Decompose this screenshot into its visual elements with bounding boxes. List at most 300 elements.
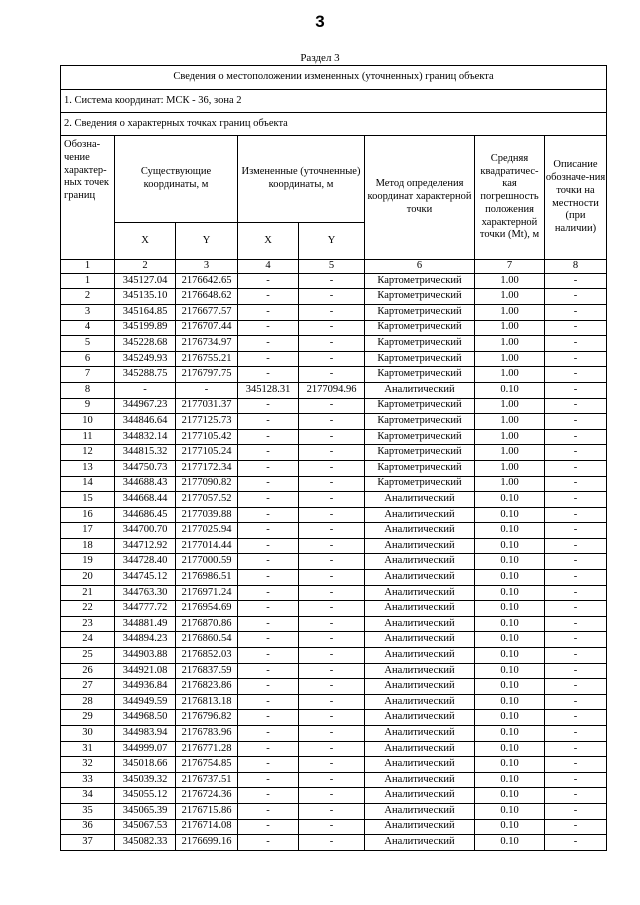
- cell-point-id: 6: [61, 351, 115, 367]
- cell-existing-x: 345065.39: [115, 803, 176, 819]
- table-row: [61, 367, 607, 383]
- table-row: [61, 616, 607, 632]
- cell-method: Картометрический: [365, 320, 475, 336]
- header-point-designation: Обозна-чение характер-ных точек границ: [61, 136, 115, 260]
- cell-changed-y: -: [299, 289, 365, 305]
- cell-existing-x: 344728.40: [115, 554, 176, 570]
- cell-description: -: [545, 772, 607, 788]
- cell-description: -: [545, 382, 607, 398]
- cell-existing-x: 344686.45: [115, 507, 176, 523]
- cell-point-id: 34: [61, 788, 115, 804]
- cell-method: Картометрический: [365, 273, 475, 289]
- cell-existing-x: 344921.08: [115, 663, 176, 679]
- cell-existing-x: 344983.94: [115, 726, 176, 742]
- cell-changed-y: -: [299, 336, 365, 352]
- cell-changed-x: -: [238, 414, 299, 430]
- header-changed-coords: Измененные (уточненные) координаты, м: [238, 136, 365, 223]
- cell-existing-y: 2176860.54: [176, 632, 238, 648]
- cell-method: Аналитический: [365, 632, 475, 648]
- cell-changed-y: -: [299, 367, 365, 383]
- cell-existing-x: 345249.93: [115, 351, 176, 367]
- cell-existing-y: 2177057.52: [176, 492, 238, 508]
- cell-accuracy: 1.00: [475, 460, 545, 476]
- cell-existing-x: 345082.33: [115, 835, 176, 851]
- cell-existing-x: 345127.04: [115, 273, 176, 289]
- cell-point-id: 35: [61, 803, 115, 819]
- cell-existing-y: 2176707.44: [176, 320, 238, 336]
- cell-accuracy: 1.00: [475, 445, 545, 461]
- cell-changed-x: -: [238, 538, 299, 554]
- cell-existing-y: 2176648.62: [176, 289, 238, 305]
- cell-existing-y: 2176813.18: [176, 694, 238, 710]
- cell-method: Аналитический: [365, 554, 475, 570]
- cell-existing-x: 344999.07: [115, 741, 176, 757]
- cell-existing-x: 344745.12: [115, 570, 176, 586]
- cell-existing-y: 2176837.59: [176, 663, 238, 679]
- cell-existing-x: 345164.85: [115, 304, 176, 320]
- cell-changed-x: -: [238, 679, 299, 695]
- cell-changed-x: -: [238, 351, 299, 367]
- cell-changed-y: -: [299, 835, 365, 851]
- cell-accuracy: 0.10: [475, 585, 545, 601]
- cell-existing-y: 2177014.44: [176, 538, 238, 554]
- cell-existing-x: 345135.10: [115, 289, 176, 305]
- cell-existing-x: 344777.72: [115, 601, 176, 617]
- cell-description: -: [545, 601, 607, 617]
- cell-existing-y: 2176699.16: [176, 835, 238, 851]
- cell-accuracy: 0.10: [475, 694, 545, 710]
- cell-accuracy: 0.10: [475, 648, 545, 664]
- cell-point-id: 19: [61, 554, 115, 570]
- cell-existing-y: 2176754.85: [176, 757, 238, 773]
- cell-changed-x: -: [238, 585, 299, 601]
- cell-changed-x: -: [238, 648, 299, 664]
- cell-description: -: [545, 694, 607, 710]
- cell-changed-y: -: [299, 460, 365, 476]
- cell-description: -: [545, 304, 607, 320]
- cell-changed-x: -: [238, 273, 299, 289]
- cell-changed-y: -: [299, 788, 365, 804]
- cell-existing-x: 344750.73: [115, 460, 176, 476]
- table-row: [61, 710, 607, 726]
- cell-description: -: [545, 803, 607, 819]
- cell-description: -: [545, 320, 607, 336]
- cell-accuracy: 0.10: [475, 819, 545, 835]
- section-title: Раздел 3: [300, 52, 340, 64]
- cell-changed-x: -: [238, 601, 299, 617]
- cell-changed-x: -: [238, 367, 299, 383]
- cell-method: Аналитический: [365, 616, 475, 632]
- column-number: 6: [365, 260, 475, 274]
- cell-accuracy: 1.00: [475, 351, 545, 367]
- cell-accuracy: 0.10: [475, 679, 545, 695]
- cell-changed-y: -: [299, 523, 365, 539]
- table-row: [61, 632, 607, 648]
- cell-description: -: [545, 507, 607, 523]
- cell-existing-y: 2177025.94: [176, 523, 238, 539]
- cell-existing-y: 2176954.69: [176, 601, 238, 617]
- cell-description: -: [545, 741, 607, 757]
- cell-accuracy: 1.00: [475, 476, 545, 492]
- cell-method: Картометрический: [365, 476, 475, 492]
- cell-changed-x: 345128.31: [238, 382, 299, 398]
- cell-changed-x: -: [238, 710, 299, 726]
- column-number: 8: [545, 260, 607, 274]
- cell-accuracy: 0.10: [475, 710, 545, 726]
- cell-method: Аналитический: [365, 741, 475, 757]
- cell-existing-y: 2177172.34: [176, 460, 238, 476]
- table-row: [61, 507, 607, 523]
- table-row: [61, 414, 607, 430]
- cell-changed-y: -: [299, 554, 365, 570]
- cell-description: -: [545, 570, 607, 586]
- cell-existing-x: 344967.23: [115, 398, 176, 414]
- table-row: [61, 835, 607, 851]
- cell-point-id: 17: [61, 523, 115, 539]
- cell-description: -: [545, 398, 607, 414]
- cell-accuracy: 1.00: [475, 398, 545, 414]
- cell-changed-x: -: [238, 772, 299, 788]
- cell-description: -: [545, 726, 607, 742]
- cell-method: Аналитический: [365, 570, 475, 586]
- cell-accuracy: 0.10: [475, 601, 545, 617]
- cell-description: -: [545, 788, 607, 804]
- cell-point-id: 1: [61, 273, 115, 289]
- cell-existing-y: 2177105.42: [176, 429, 238, 445]
- cell-description: -: [545, 616, 607, 632]
- cell-existing-x: 344846.64: [115, 414, 176, 430]
- table-row: [61, 382, 607, 398]
- coordinate-system: 1. Система координат: МСК - 36, зона 2: [61, 90, 607, 113]
- cell-existing-x: 344712.92: [115, 538, 176, 554]
- cell-existing-y: 2176783.96: [176, 726, 238, 742]
- cell-point-id: 2: [61, 289, 115, 305]
- cell-accuracy: 0.10: [475, 507, 545, 523]
- cell-point-id: 3: [61, 304, 115, 320]
- cell-method: Аналитический: [365, 538, 475, 554]
- table-row: [61, 819, 607, 835]
- cell-description: -: [545, 414, 607, 430]
- cell-accuracy: 1.00: [475, 367, 545, 383]
- table-title: Сведения о местоположении измененных (уточненных) границ объекта: [61, 66, 607, 90]
- cell-method: Картометрический: [365, 429, 475, 445]
- cell-method: Аналитический: [365, 585, 475, 601]
- cell-changed-y: -: [299, 601, 365, 617]
- cell-changed-y: -: [299, 632, 365, 648]
- header-description: Описание обозначе-ния точки на местности (при наличии): [545, 136, 607, 260]
- cell-point-id: 37: [61, 835, 115, 851]
- cell-description: -: [545, 351, 607, 367]
- cell-changed-x: -: [238, 320, 299, 336]
- table-row: [61, 445, 607, 461]
- cell-method: Аналитический: [365, 710, 475, 726]
- column-number: 1: [61, 260, 115, 274]
- cell-existing-x: 344903.88: [115, 648, 176, 664]
- cell-changed-x: -: [238, 803, 299, 819]
- cell-description: -: [545, 429, 607, 445]
- cell-point-id: 30: [61, 726, 115, 742]
- cell-changed-x: -: [238, 757, 299, 773]
- cell-existing-x: 344881.49: [115, 616, 176, 632]
- cell-accuracy: 0.10: [475, 523, 545, 539]
- table-row: [61, 803, 607, 819]
- cell-changed-y: -: [299, 538, 365, 554]
- cell-existing-x: 345055.12: [115, 788, 176, 804]
- cell-existing-x: 344968.50: [115, 710, 176, 726]
- cell-existing-x: 344936.84: [115, 679, 176, 695]
- cell-method: Картометрический: [365, 304, 475, 320]
- cell-point-id: 16: [61, 507, 115, 523]
- cell-point-id: 8: [61, 382, 115, 398]
- cell-changed-x: -: [238, 523, 299, 539]
- cell-description: -: [545, 632, 607, 648]
- cell-point-id: 21: [61, 585, 115, 601]
- cell-existing-y: 2176852.03: [176, 648, 238, 664]
- cell-method: Картометрический: [365, 367, 475, 383]
- cell-method: Аналитический: [365, 803, 475, 819]
- table-row: [61, 476, 607, 492]
- cell-changed-y: -: [299, 570, 365, 586]
- cell-description: -: [545, 648, 607, 664]
- cell-changed-x: -: [238, 507, 299, 523]
- table-row: [61, 788, 607, 804]
- cell-changed-y: -: [299, 320, 365, 336]
- cell-changed-x: -: [238, 741, 299, 757]
- cell-accuracy: 1.00: [475, 273, 545, 289]
- table-row: [61, 648, 607, 664]
- cell-method: Аналитический: [365, 757, 475, 773]
- cell-changed-y: -: [299, 803, 365, 819]
- cell-point-id: 33: [61, 772, 115, 788]
- cell-description: -: [545, 663, 607, 679]
- cell-existing-x: 345018.66: [115, 757, 176, 773]
- cell-point-id: 31: [61, 741, 115, 757]
- cell-accuracy: 0.10: [475, 538, 545, 554]
- cell-existing-y: -: [176, 382, 238, 398]
- column-number: 2: [115, 260, 176, 274]
- cell-point-id: 7: [61, 367, 115, 383]
- table-row: [61, 523, 607, 539]
- cell-existing-x: 344832.14: [115, 429, 176, 445]
- cell-method: Аналитический: [365, 835, 475, 851]
- cell-method: Картометрический: [365, 414, 475, 430]
- cell-description: -: [545, 835, 607, 851]
- cell-existing-x: 345228.68: [115, 336, 176, 352]
- cell-accuracy: 0.10: [475, 772, 545, 788]
- cell-changed-y: -: [299, 772, 365, 788]
- cell-description: -: [545, 460, 607, 476]
- cell-point-id: 28: [61, 694, 115, 710]
- cell-changed-x: -: [238, 492, 299, 508]
- cell-changed-x: -: [238, 616, 299, 632]
- cell-existing-y: 2176642.65: [176, 273, 238, 289]
- cell-existing-x: 344894.23: [115, 632, 176, 648]
- header-accuracy: Средняя квадратичес-кая погрешность положения характерной точки (Mt), м: [475, 136, 545, 260]
- cell-description: -: [545, 710, 607, 726]
- cell-existing-x: 344815.32: [115, 445, 176, 461]
- column-number: 3: [176, 260, 238, 274]
- cell-method: Аналитический: [365, 772, 475, 788]
- cell-changed-y: -: [299, 414, 365, 430]
- cell-description: -: [545, 538, 607, 554]
- cell-method: Аналитический: [365, 679, 475, 695]
- header-y-existing: Y: [176, 223, 238, 260]
- table-row: [61, 289, 607, 305]
- cell-description: -: [545, 445, 607, 461]
- cell-existing-y: 2177125.73: [176, 414, 238, 430]
- cell-existing-y: 2176771.28: [176, 741, 238, 757]
- cell-changed-x: -: [238, 694, 299, 710]
- cell-changed-y: -: [299, 585, 365, 601]
- cell-accuracy: 0.10: [475, 757, 545, 773]
- cell-point-id: 26: [61, 663, 115, 679]
- cell-accuracy: 0.10: [475, 382, 545, 398]
- cell-point-id: 29: [61, 710, 115, 726]
- cell-existing-y: 2176796.82: [176, 710, 238, 726]
- cell-changed-x: -: [238, 788, 299, 804]
- cell-changed-y: -: [299, 741, 365, 757]
- cell-existing-x: 344688.43: [115, 476, 176, 492]
- table-row: [61, 336, 607, 352]
- cell-method: Аналитический: [365, 382, 475, 398]
- table-row: [61, 351, 607, 367]
- cell-method: Аналитический: [365, 726, 475, 742]
- cell-accuracy: 0.10: [475, 726, 545, 742]
- cell-changed-y: -: [299, 304, 365, 320]
- cell-existing-y: 2176737.51: [176, 772, 238, 788]
- cell-existing-y: 2177105.24: [176, 445, 238, 461]
- cell-changed-y: -: [299, 726, 365, 742]
- cell-accuracy: 0.10: [475, 803, 545, 819]
- cell-accuracy: 0.10: [475, 663, 545, 679]
- cell-method: Аналитический: [365, 523, 475, 539]
- table-row: [61, 320, 607, 336]
- cell-existing-x: 344949.59: [115, 694, 176, 710]
- cell-accuracy: 1.00: [475, 320, 545, 336]
- cell-existing-x: 345067.53: [115, 819, 176, 835]
- cell-changed-y: -: [299, 679, 365, 695]
- cell-accuracy: 1.00: [475, 429, 545, 445]
- cell-changed-x: -: [238, 663, 299, 679]
- cell-method: Аналитический: [365, 663, 475, 679]
- cell-accuracy: 1.00: [475, 414, 545, 430]
- cell-existing-y: 2176823.86: [176, 679, 238, 695]
- page-number: 3: [315, 12, 325, 31]
- cell-existing-y: 2177090.82: [176, 476, 238, 492]
- cell-existing-y: 2176714.08: [176, 819, 238, 835]
- cell-method: Картометрический: [365, 289, 475, 305]
- cell-accuracy: 0.10: [475, 616, 545, 632]
- cell-changed-y: -: [299, 819, 365, 835]
- cell-existing-x: 344668.44: [115, 492, 176, 508]
- cell-description: -: [545, 476, 607, 492]
- cell-point-id: 18: [61, 538, 115, 554]
- cell-accuracy: 0.10: [475, 632, 545, 648]
- cell-changed-x: -: [238, 570, 299, 586]
- cell-existing-y: 2176734.97: [176, 336, 238, 352]
- column-number: 5: [299, 260, 365, 274]
- cell-changed-x: -: [238, 476, 299, 492]
- header-x-existing: X: [115, 223, 176, 260]
- cell-changed-y: 2177094.96: [299, 382, 365, 398]
- cell-changed-x: -: [238, 632, 299, 648]
- column-number: 7: [475, 260, 545, 274]
- cell-accuracy: 1.00: [475, 289, 545, 305]
- cell-point-id: 24: [61, 632, 115, 648]
- table-row: [61, 741, 607, 757]
- cell-changed-y: -: [299, 507, 365, 523]
- cell-changed-x: -: [238, 445, 299, 461]
- cell-existing-y: 2177031.37: [176, 398, 238, 414]
- cell-accuracy: 0.10: [475, 570, 545, 586]
- cell-changed-x: -: [238, 819, 299, 835]
- cell-changed-x: -: [238, 304, 299, 320]
- column-number: 4: [238, 260, 299, 274]
- cell-point-id: 12: [61, 445, 115, 461]
- cell-point-id: 27: [61, 679, 115, 695]
- table-row: [61, 601, 607, 617]
- cell-changed-x: -: [238, 336, 299, 352]
- table-row: [61, 492, 607, 508]
- cell-existing-y: 2176971.24: [176, 585, 238, 601]
- table-row: [61, 772, 607, 788]
- header-x-changed: X: [238, 223, 299, 260]
- cell-changed-x: -: [238, 289, 299, 305]
- cell-existing-x: 345039.32: [115, 772, 176, 788]
- table-row: [61, 679, 607, 695]
- cell-method: Картометрический: [365, 398, 475, 414]
- cell-accuracy: 0.10: [475, 788, 545, 804]
- cell-method: Аналитический: [365, 601, 475, 617]
- table-row: [61, 663, 607, 679]
- cell-changed-y: -: [299, 273, 365, 289]
- cell-method: Картометрический: [365, 445, 475, 461]
- cell-method: Аналитический: [365, 819, 475, 835]
- cell-changed-x: -: [238, 726, 299, 742]
- cell-changed-x: -: [238, 398, 299, 414]
- cell-changed-y: -: [299, 663, 365, 679]
- table-row: [61, 273, 607, 289]
- cell-changed-y: -: [299, 616, 365, 632]
- cell-accuracy: 0.10: [475, 554, 545, 570]
- table-row: [61, 304, 607, 320]
- cell-existing-x: 345288.75: [115, 367, 176, 383]
- cell-point-id: 5: [61, 336, 115, 352]
- cell-existing-y: 2176755.21: [176, 351, 238, 367]
- cell-accuracy: 0.10: [475, 492, 545, 508]
- cell-description: -: [545, 523, 607, 539]
- cell-method: Картометрический: [365, 351, 475, 367]
- cell-existing-x: -: [115, 382, 176, 398]
- table-row: [61, 757, 607, 773]
- cell-changed-y: -: [299, 648, 365, 664]
- cell-method: Аналитический: [365, 788, 475, 804]
- table-row: [61, 429, 607, 445]
- cell-point-id: 20: [61, 570, 115, 586]
- cell-changed-x: -: [238, 835, 299, 851]
- cell-point-id: 13: [61, 460, 115, 476]
- cell-point-id: 9: [61, 398, 115, 414]
- table-row: [61, 570, 607, 586]
- cell-point-id: 36: [61, 819, 115, 835]
- cell-description: -: [545, 336, 607, 352]
- cell-description: -: [545, 554, 607, 570]
- cell-existing-y: 2176677.57: [176, 304, 238, 320]
- cell-description: -: [545, 679, 607, 695]
- cell-changed-y: -: [299, 757, 365, 773]
- table-row: [61, 726, 607, 742]
- coordinates-table: [60, 65, 607, 851]
